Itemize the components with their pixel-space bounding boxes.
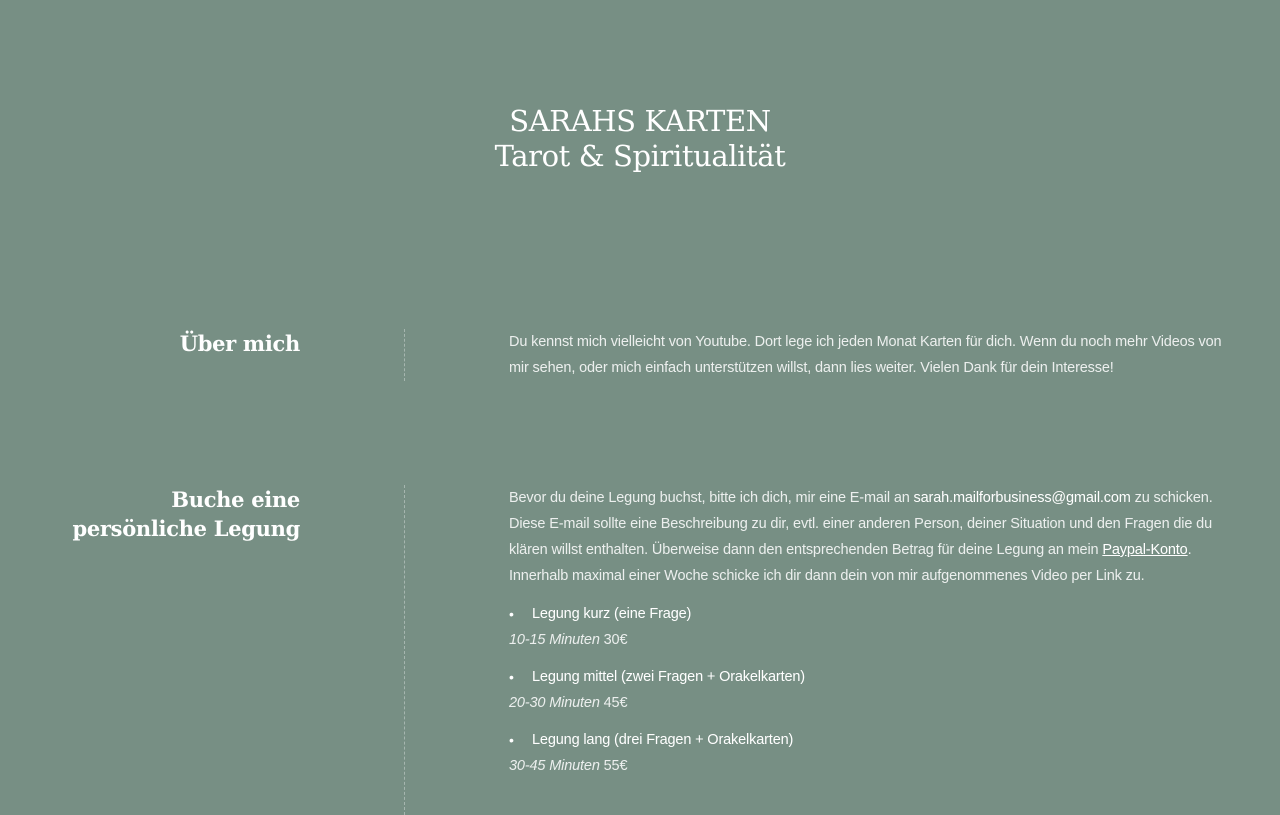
offer-duration: 20-30 Minuten bbox=[509, 695, 600, 711]
bullet-icon: • bbox=[509, 669, 514, 685]
about-content bbox=[509, 329, 1229, 381]
booking-content bbox=[509, 485, 1229, 790]
site-header bbox=[0, 104, 1280, 174]
offer-detail bbox=[509, 627, 1229, 653]
email-address: sarah.mailforbusiness@gmail.com bbox=[913, 490, 1131, 506]
offer-duration: 30-45 Minuten bbox=[509, 758, 600, 774]
offer-duration: 10-15 Minuten bbox=[509, 632, 600, 648]
offer-list bbox=[509, 601, 1229, 779]
offer-name-text: Legung mittel (zwei Fragen + Orakelkarten) bbox=[532, 669, 805, 685]
booking-intro bbox=[509, 485, 1229, 589]
offer-item bbox=[509, 664, 1229, 716]
offer-price: 30€ bbox=[603, 632, 628, 648]
about-heading: Über mich bbox=[179, 331, 300, 356]
offer-name bbox=[509, 664, 1229, 690]
booking-heading: Buche eine persönliche Legung bbox=[72, 487, 300, 541]
site-subtitle: Tarot & Spiritualität bbox=[494, 139, 786, 173]
bullet-icon: • bbox=[509, 732, 514, 748]
site-title: SARAHS KARTEN bbox=[509, 104, 771, 138]
offer-name bbox=[509, 601, 1229, 627]
booking-intro-text: zu schicken. Diese E-mail sollte eine Beschreibung zu dir, evtl. einer anderen Person, deiner Situation und den Fragen die du klären willst enthalten. Überweise dann den entsprechenden Betrag für deine Legung an mein bbox=[509, 490, 1213, 558]
offer-name bbox=[509, 727, 1229, 753]
about-text: Du kennst mich vielleicht von Youtube. Dort lege ich jeden Monat Karten für dich. Wenn du noch mehr Videos von mir sehen, oder mich einfach unterstützen willst, dann lies weiter. Vielen Dank für dein Interesse! bbox=[509, 334, 1222, 376]
offer-price: 55€ bbox=[603, 758, 628, 774]
offer-detail bbox=[509, 753, 1229, 779]
section-divider bbox=[404, 329, 405, 381]
offer-item bbox=[509, 601, 1229, 653]
bullet-icon: • bbox=[509, 606, 514, 622]
paypal-link[interactable]: Paypal-Konto bbox=[1102, 542, 1188, 558]
offer-name-text: Legung lang (drei Fragen + Orakelkarten) bbox=[532, 732, 794, 748]
section-divider bbox=[404, 485, 405, 815]
booking-intro-text: Bevor du deine Legung buchst, bitte ich dich, mir eine E-mail an bbox=[509, 490, 914, 506]
offer-name-text: Legung kurz (eine Frage) bbox=[532, 606, 692, 622]
offer-item bbox=[509, 727, 1229, 779]
offer-price: 45€ bbox=[603, 695, 628, 711]
booking-intro-text: . Innerhalb maximal einer Woche schicke ich dir dann dein von mir aufgenommenes Video per Link zu. bbox=[509, 542, 1192, 584]
offer-detail bbox=[509, 690, 1229, 716]
